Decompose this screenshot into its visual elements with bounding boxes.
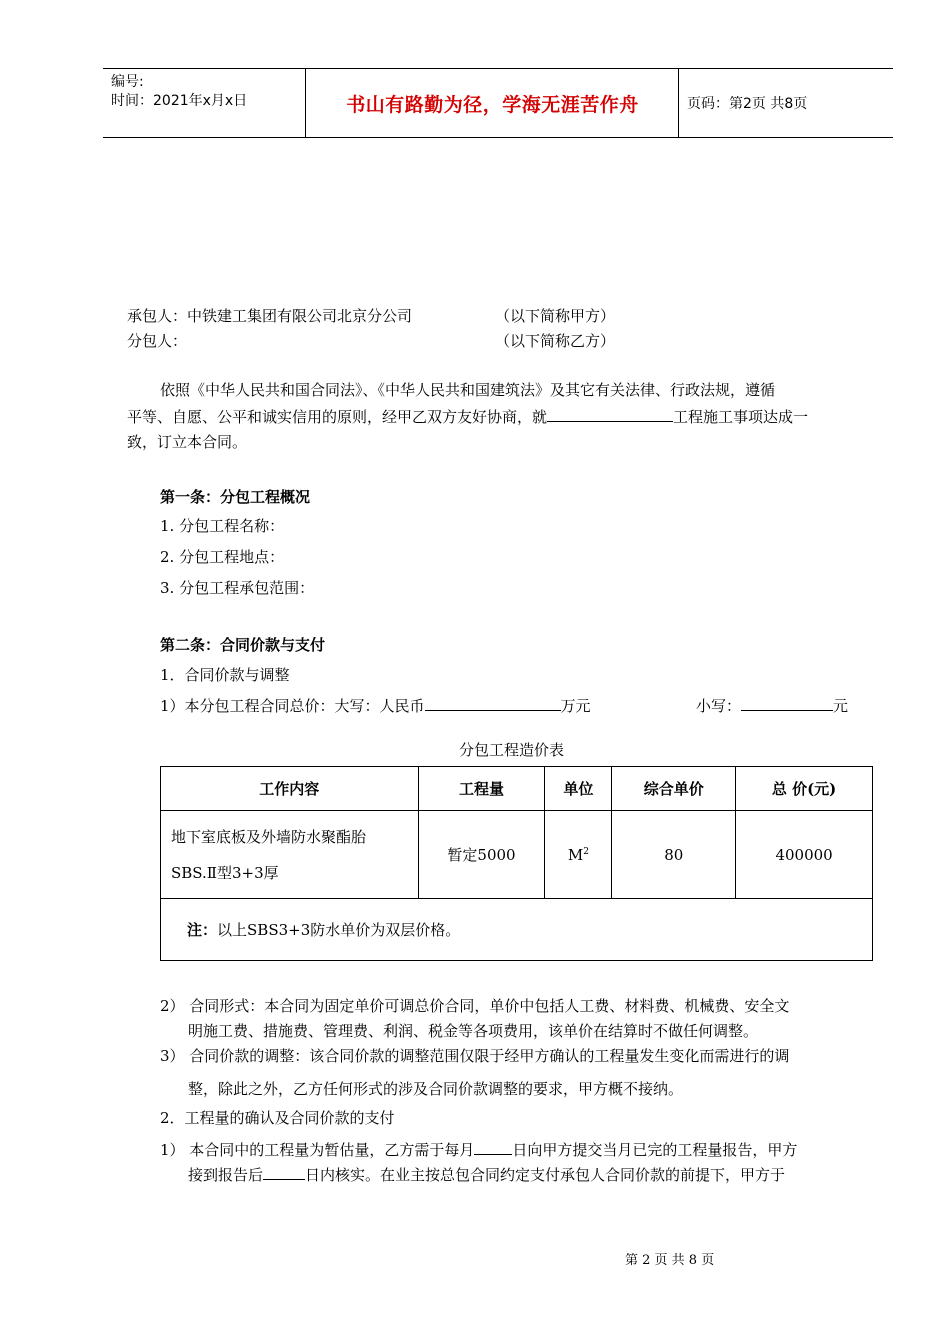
article-1-item-3: 3. 分包工程承包范围： (160, 579, 315, 597)
intro-line-2-b: 工程施工事项达成一 (673, 408, 809, 426)
intro-line-2-a: 平等、自愿、公平和诚实信用的原则，经甲乙双方友好协商，就 (127, 408, 548, 426)
payment-line-1-a: 1） 本合同中的工程量为暂估量，乙方需于每月 (160, 1141, 475, 1159)
note-label: 注： (187, 921, 218, 939)
subcontractor-note: （以下简称乙方） (495, 332, 616, 350)
intro-line-2 (127, 407, 808, 427)
payment-line-2-a: 接到报告后 (188, 1166, 264, 1184)
contractor-note: （以下简称甲方） (495, 307, 616, 325)
payment-line-1 (160, 1140, 797, 1160)
contract-price-line (160, 696, 591, 716)
note-text: 以上SBS3+3防水单价为双层价格。 (217, 921, 461, 939)
time-label: 时间：2021年x月x日 (111, 93, 248, 109)
cell-quantity: 暂定5000 (418, 811, 545, 899)
header-total: 总 价(元) (736, 767, 873, 811)
table-title: 分包工程造价表 (459, 741, 565, 759)
price-unit-wan: 万元 (560, 697, 591, 715)
subcontractor-line: 分包人： (127, 332, 188, 350)
header-unit-price: 综合单价 (612, 767, 736, 811)
clause-3-line-1: 3） 合同价款的调整：该合同价款的调整范围仅限于经甲方确认的工程量发生变化而需进行的调 (160, 1047, 790, 1065)
article-2-sub-1: 1．合同价款与调整 (160, 666, 290, 684)
contractor-line: 承包人：中铁建工集团有限公司北京分公司 (127, 307, 413, 325)
article-2-sub-2: 2．工程量的确认及合同价款的支付 (160, 1109, 395, 1127)
project-name-blank (547, 407, 673, 422)
header-unit: 单位 (545, 767, 612, 811)
cell-unit-price: 80 (612, 811, 736, 899)
unit-text: M (567, 845, 584, 864)
article-2-title: 第二条：合同价款与支付 (160, 636, 326, 654)
price-figures-blank (741, 696, 833, 711)
table-note-row (161, 899, 873, 961)
unit-superscript: 2 (583, 846, 589, 857)
payment-line-2 (188, 1165, 785, 1185)
header-meta (111, 73, 247, 111)
table-header-row (161, 767, 873, 811)
header-page-number: 页码：第2页 共8页 (687, 96, 808, 112)
table-note (161, 899, 873, 961)
article-1-item-1: 1. 分包工程名称： (160, 517, 285, 535)
payment-line-1-b: 日向甲方提交当月已完的工程量报告，甲方 (512, 1141, 798, 1159)
content-line-1: 地下室底板及外墙防水聚酯胎 (171, 827, 367, 846)
cost-table (160, 766, 873, 961)
clause-2-line-2: 明施工费、措施费、管理费、利润、税金等各项费用，该单价在结算时不做任何调整。 (188, 1022, 759, 1040)
report-day-blank (474, 1140, 512, 1155)
content-line-2: SBS.Ⅱ型3+3厚 (171, 863, 279, 882)
verify-days-blank (263, 1165, 305, 1180)
header-divider (678, 69, 679, 137)
page-footer: 第 2 页 共 8 页 (625, 1253, 715, 1268)
header-content: 工作内容 (161, 767, 419, 811)
page-header (103, 68, 893, 138)
article-1-item-2: 2. 分包工程地点： (160, 548, 285, 566)
table-row (161, 811, 873, 899)
price-figures (696, 696, 848, 716)
cell-unit (545, 811, 612, 899)
number-label: 编号: (111, 74, 144, 90)
intro-line-3: 致，订立本合同。 (127, 433, 248, 451)
payment-line-2-b: 日内核实。在业主按总包合同约定支付承包人合同价款的前提下，甲方于 (305, 1166, 786, 1184)
article-1-title: 第一条：分包工程概况 (160, 488, 311, 506)
clause-3-line-2: 整，除此之外，乙方任何形式的涉及合同价款调整的要求，甲方概不接纳。 (188, 1080, 684, 1098)
cell-total: 400000 (736, 811, 873, 899)
header-motto: 书山有路勤为径，学海无涯苦作舟 (346, 93, 639, 116)
cell-content (161, 811, 419, 899)
price-figures-label: 小写： (696, 697, 742, 715)
clause-2-line-1: 2） 合同形式：本合同为固定单价可调总价合同，单价中包括人工费、材料费、机械费、安全文 (160, 997, 790, 1015)
price-label: 1）本分包工程合同总价：大写：人民币 (160, 697, 425, 715)
header-quantity: 工程量 (418, 767, 545, 811)
intro-line-1: 依照《中华人民共和国合同法》、《中华人民共和国建筑法》及其它有关法律、行政法规，遵循 (160, 381, 776, 399)
price-unit-yuan: 元 (833, 697, 849, 715)
price-words-blank (425, 696, 561, 711)
